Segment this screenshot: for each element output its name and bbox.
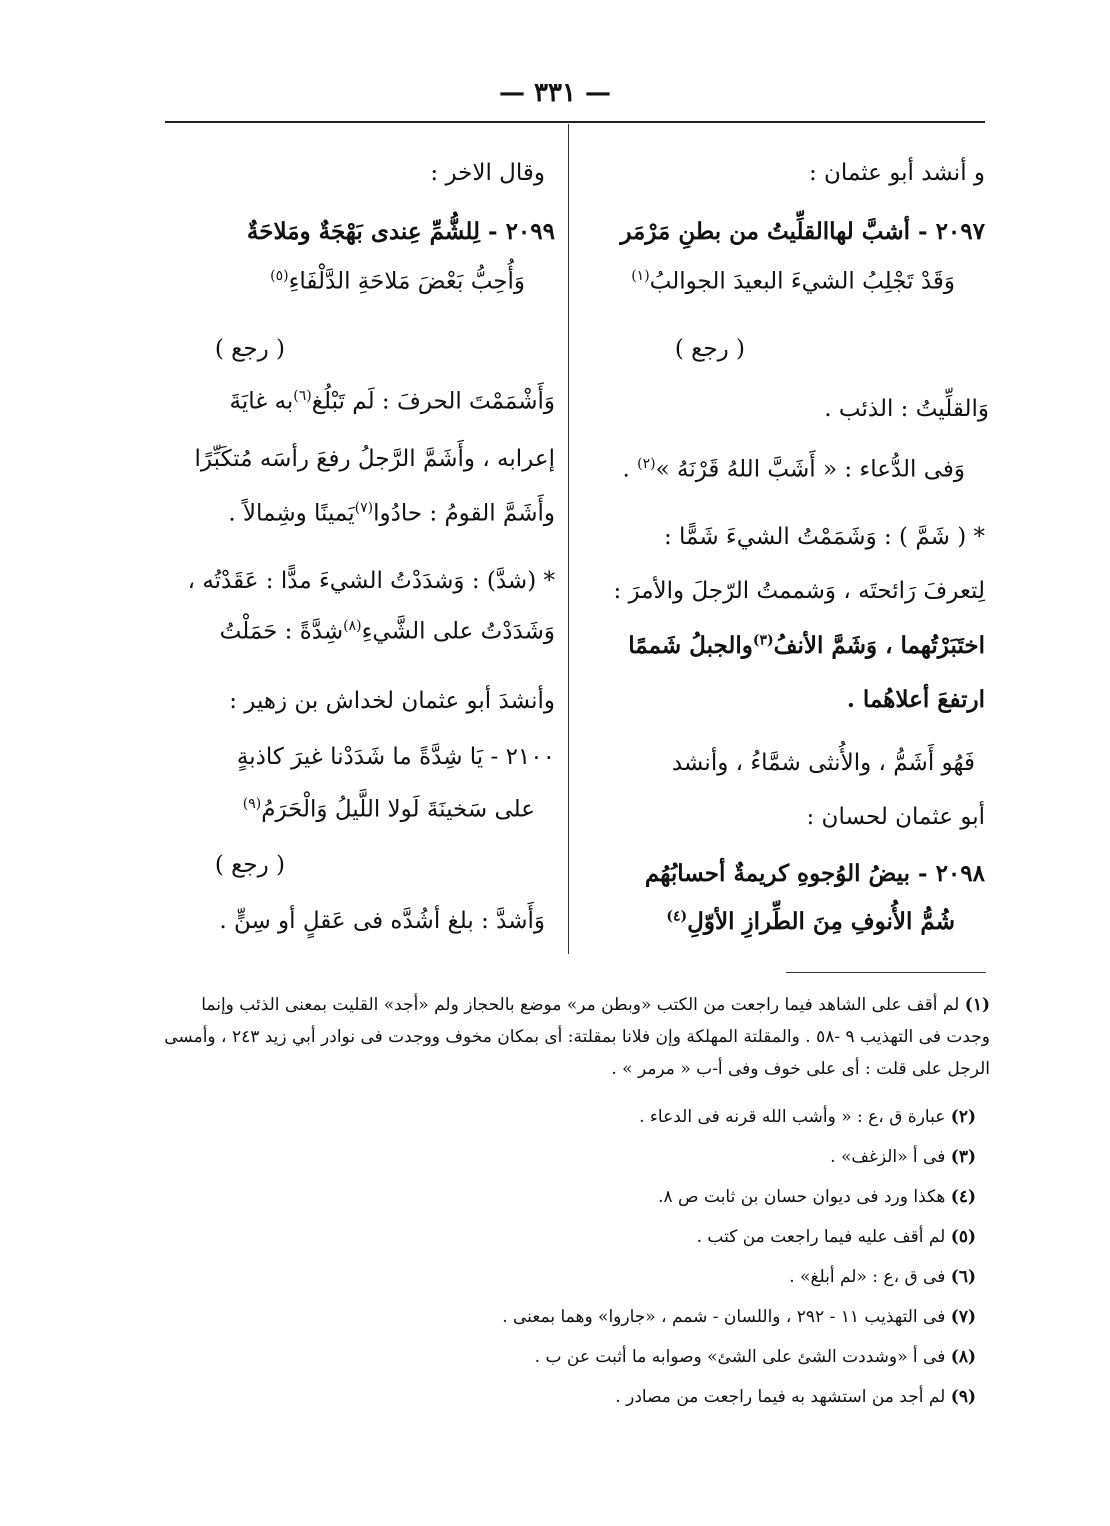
footnote-item: (٧) فى التهذيب ١١ - ٢٩٢ ، واللسان - شمم ، «جاروا» وهما بمعنى . xyxy=(502,1307,976,1327)
header-rule xyxy=(165,121,985,123)
footnote-ref: (١) xyxy=(631,268,650,284)
text-line: وَفى الدُّعاء : « أَشَبَّ اللهُ قَرْنَهُ »$^{(٢)}$ . xyxy=(622,456,965,483)
footnote-ref: (٤) xyxy=(666,908,688,925)
intro-line: وقال الاخر : xyxy=(430,160,545,186)
text-line: أبو عثمان لحسان : xyxy=(806,804,985,830)
verse-line: ٢١٠٠ - يَا شِدَّةً ما شَدَدْنا غيرَ كاذبةٍ xyxy=(236,744,555,770)
text-line: إعرابه ، وأَشَمَّ الرَّجلُ رفعَ رأسَه مُتكَبِّرًا xyxy=(194,446,555,472)
footnote-item: (١) لم أقف على الشاهد فيما راجعت من الكتب «وبطن مر» موضع بالحجاز ولم «أجد» القليت بمعنى الذئب وإنما وجدت فى التهذيب ٩ -٥٨ . والمقلتة المهلكة وإن فلانا بمقلتة: أى بمكان مخوف ووجدت فى نوادر أبي زيد ٢٤٣ ، وأمسى الرجل على قلت : أى على خوف وفى أ-ب « مرمر » . xyxy=(164,995,990,1079)
footnote-ref: (٥) xyxy=(270,268,289,284)
tag-return: ( رجع ) xyxy=(214,852,285,878)
footnote-item: (٣) فى أ «الزغف» . xyxy=(830,1147,976,1167)
verse-line: ٢٠٩٨ - بيضُ الوُجوهِ كريمةٌ أحسابُهُم xyxy=(644,860,985,887)
footnote-ref: (٩) xyxy=(242,796,262,812)
text-line: وَأَشدَّ : بلغ أشُدَّه فى عَقلٍ أو سِنٍّ . xyxy=(219,908,545,934)
text-line: * ( شَمَّ ) : وَشَمَمْتُ الشيءَ شَمًّا : xyxy=(663,524,985,550)
verse-line: ٢٠٩٧ - أشبَّ لهاالقلِّيتُ من بطنِ مَرْمَر xyxy=(620,218,985,245)
text-line: اختَبَرْتُهما ، وَشَمَّ الأنفُ$^{(٣)}$والجبلُ شَممًا xyxy=(628,632,985,659)
footnote-ref: (٢) xyxy=(637,456,656,472)
footnote-rule xyxy=(786,972,986,973)
footnote-ref: (٧) xyxy=(354,500,374,516)
text-line: وَأَشْمَمْتَ الحرفَ : لَم تَبْلُغ$^{(٦)}$به غايَةَ xyxy=(229,388,555,415)
column-divider xyxy=(568,124,569,954)
page-number: — ٣٣١ — xyxy=(498,78,612,108)
verse-line: وَأُحِبُّ بَعْضَ مَلاحَةِ الدَّلْفَاءِ$^{(٥)}$ xyxy=(270,268,525,295)
text-line: * (شدَّ) : وَشدَدْتُ الشيءَ مدًّا : عَقَدْتُه ، xyxy=(187,568,555,594)
text-line: لِتعرفَ رَائحتَه ، وَشممتُ الرّجلَ والأمرَ : xyxy=(613,578,985,604)
tag-return: ( رجع ) xyxy=(214,336,285,362)
footnote-item: (٩) لم أجد من استشهد به فيما راجعت من مصادر . xyxy=(615,1387,976,1407)
tag-return: ( رجع ) xyxy=(674,336,745,362)
text-line: وأَشَمَّ القومُ : حادُوا$^{(٧)}$يَمينًا وشِمالاً . xyxy=(228,500,555,527)
footnote-ref: (٨) xyxy=(343,618,362,634)
verse-line: شُمُّ الأُنوفِ مِنَ الطِّرازِ الأوّلِ$^{(٤)}$ xyxy=(666,908,955,935)
verse-line: ٢٠٩٩ - لِلشُّمِّ عِندى بَهْجَةٌ ومَلاحَةٌ xyxy=(246,218,555,245)
text-line: ارتفعَ أعلاهُما . xyxy=(846,686,985,713)
text-line: وأنشدَ أبو عثمان لخداش بن زهير : xyxy=(229,688,555,714)
text-line: فَهُو أَشَمُّ ، والأُنثى شمَّاءُ ، وأنشد xyxy=(671,750,975,776)
footnote-item: (٦) فى ق ،ع : «لم أبلغ» . xyxy=(789,1267,976,1287)
footnote-item: (٨) فى أ «وشددت الشئ على الشئ» وصوابه ما أثبت عن ب . xyxy=(534,1347,976,1367)
footnote-ref: (٦) xyxy=(293,388,312,404)
footnote-item: (٥) لم أقف عليه فيما راجعت من كتب . xyxy=(696,1227,976,1247)
text-line: وَالقلِّيتُ : الذئب . xyxy=(824,396,989,422)
text-line: وَشَدَدْتُ على الشَّيءِ$^{(٨)}$شِدَّةً : حَمَلْتُ xyxy=(219,618,555,645)
footnote-item: (٢) عبارة ق ،ع : « وأشب الله قرنه فى الدعاء . xyxy=(639,1107,976,1127)
verse-line: وَقَدْ تَجْلِبُ الشيءَ البعيدَ الجوالبُ$^{(١)}$ xyxy=(631,268,955,295)
verse-line: على سَخينَةَ لَولا اللَّيلُ وَالْحَرَمُ$^{(٩)}$ xyxy=(242,796,535,823)
intro-line: و أنشد أبو عثمان : xyxy=(808,160,985,186)
footnote-ref: (٣) xyxy=(752,632,774,649)
footnote-item: (٤) هكذا ورد فى ديوان حسان بن ثابت ص ٨. xyxy=(658,1187,976,1207)
